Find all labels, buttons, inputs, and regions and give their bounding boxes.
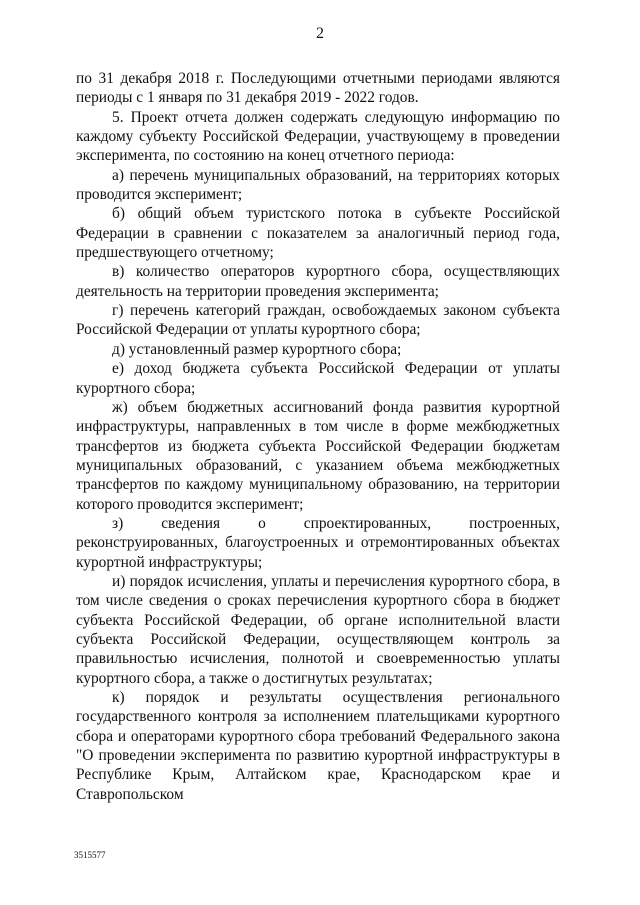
document-id: 3515577 xyxy=(74,850,106,860)
text-line: сбора и операторами курортного сбора требований Федерального закона xyxy=(76,727,560,745)
page-number: 2 xyxy=(316,25,324,42)
text-line: "О проведении эксперимента по развитию курортной инфраструктуры в xyxy=(76,747,560,765)
text-line: инфраструктуры, направленных в том числе в форме межбюджетных xyxy=(76,418,560,436)
paragraph-subitem-g xyxy=(76,301,560,340)
paragraph-subitem-e xyxy=(76,359,560,398)
paragraph-subitem-k xyxy=(76,688,560,804)
text-line: предшествующего отчетному; xyxy=(76,244,274,262)
paragraph-subitem-d xyxy=(76,340,560,359)
text-line: курортного сбора, а также о достигнутых результатах; xyxy=(76,669,433,687)
text-line: субъекта Российской Федерации, осуществляющем контроль за xyxy=(76,630,560,648)
text-line: курортного сбора; xyxy=(76,379,196,397)
paragraph-continuation xyxy=(76,69,560,108)
text-line: трансфертов по каждому муниципальному образованию, на территории xyxy=(76,476,560,494)
text-line: инфраструктуры; xyxy=(148,553,263,571)
text-line: Республике Крым, Алтайском крае, Краснодарском крае и Ставропольском xyxy=(76,766,560,803)
text-line: каждому субъекту Российской Федерации, участвующему в проведении xyxy=(76,128,560,146)
text-line: эксперимента, по состоянию на конец отчетного периода: xyxy=(76,147,455,165)
text-line: и) порядок исчисления, уплаты и перечисления курортного сбора, в xyxy=(112,572,560,590)
text-line: проводится эксперимент; xyxy=(76,186,243,204)
text-line: 5. Проект отчета должен содержать следующую информацию по xyxy=(112,108,560,126)
paragraph-item-5 xyxy=(76,108,560,166)
text-line: том числе сведения о сроках перечисления курортного сбора в бюджет xyxy=(76,592,560,610)
text-line: б) общий объем туристского потока в субъекте Российской xyxy=(112,205,560,223)
text-line: в) количество операторов курортного сбора, осуществляющих xyxy=(112,263,560,281)
text-line: Российской Федерации от уплаты курортного сбора; xyxy=(76,321,421,339)
text-line: з) сведения о спроектированных, построенных, реконструированных, xyxy=(76,514,560,552)
paragraph-subitem-b xyxy=(76,204,560,262)
text-line: муниципальных образований, с указанием объема межбюджетных xyxy=(76,456,560,474)
body-text xyxy=(76,69,560,804)
text-line: которого проводится эксперимент; xyxy=(76,495,304,513)
text-line: е) доход бюджета субъекта Российской Федерации от уплаты xyxy=(112,360,560,378)
text-line: по 31 декабря 2018 г. Последующими отчетными периодами являются xyxy=(76,70,560,87)
paragraph-subitem-z xyxy=(76,514,560,572)
text-line: к) порядок и результаты осуществления регионального xyxy=(112,689,560,706)
text-line: д) установленный размер курортного сбора; xyxy=(112,340,402,358)
text-line: г) перечень категорий граждан, освобождаемых законом субъекта xyxy=(112,302,560,320)
paragraph-subitem-a xyxy=(76,166,560,205)
text-line: Федерации в сравнении с показателем за аналогичный период года, xyxy=(76,224,560,242)
text-line: ж) объем бюджетных ассигнований фонда развития курортной xyxy=(112,398,560,416)
paragraph-subitem-v xyxy=(76,262,560,301)
text-line: периоды с 1 января по 31 декабря 2019 - 2022 годов. xyxy=(76,89,419,107)
text-line: а) перечень муниципальных образований, на территориях которых xyxy=(112,166,560,184)
text-line: правильностью исчисления, полнотой и своевременностью уплаты xyxy=(76,650,560,668)
paragraph-subitem-zh xyxy=(76,398,560,514)
text-line: трансфертов из бюджета субъекта Российской Федерации бюджетам xyxy=(76,437,560,455)
text-line: субъекта Российской Федерации, об органе исполнительной власти xyxy=(76,611,560,629)
text-line: государственного контроля за исполнением плательщиками курортного xyxy=(76,708,560,726)
text-line: благоустроенных и отремонтированных объектах курортной xyxy=(76,534,560,571)
text-line: деятельность на территории проведения эксперимента; xyxy=(76,282,439,300)
paragraph-subitem-i xyxy=(76,572,560,688)
